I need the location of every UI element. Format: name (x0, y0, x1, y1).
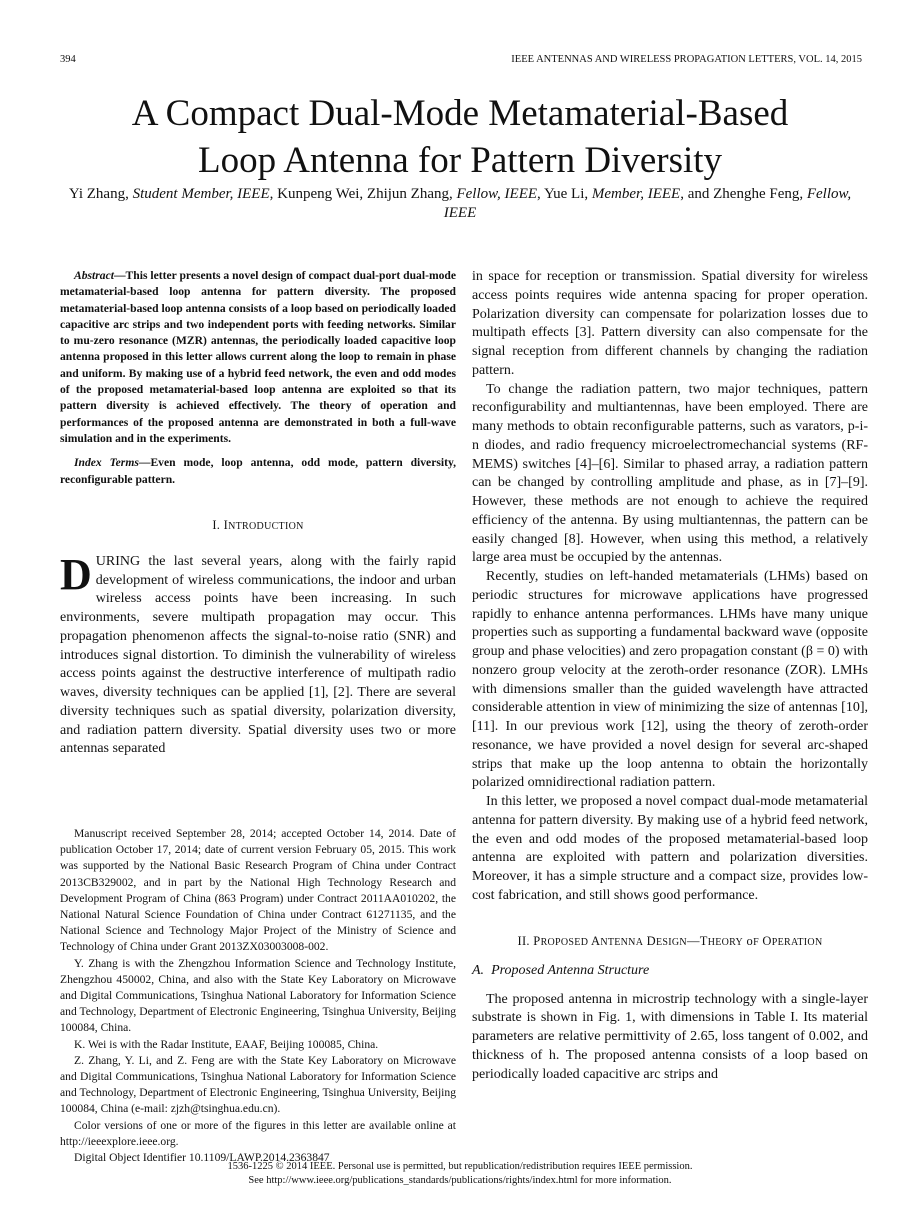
index-terms-text: —Even mode, loop antenna, odd mode, pattern diversity, reconfigurable pattern. (60, 456, 456, 486)
footnote-doi: Digital Object Identifier 10.1109/LAWP.2014.2363847 (74, 1151, 330, 1165)
permissions-line: See http://www.ieee.org/publications_standards/publications/rights/index.html for more information. (248, 1175, 672, 1186)
author: Yi Zhang (68, 186, 126, 202)
subsection-title: Proposed Antenna Structure (491, 962, 650, 978)
footnote: Manuscript received September 28, 2014; accepted October 14, 2014. Date of publication October 17, 2014; date of current version February 05, 2015. This work was supported by the National Basic Research Program of China under Contract 2013CB329002, and in part by the National High Technology Research and Development Program of China (863 Program) under Contract 2011AA010202, the National Natural Science Foundation of China under Contract 61271135, and the National Science and Technology Major Project of the Ministry of Science and Technology of China under Grant 2013ZX03003008-002. (60, 827, 456, 954)
footnote: Z. Zhang, Y. Li, and Z. Feng are with the State Key Laboratory on Microwave and Digital Communications, Tsinghua National Laboratory for Information Science and Technology, Department of Electronic Engineering, Tsinghua University, Beijing 100084, China (e-mail: zjzh@tsinghua.edu.cn). (60, 1053, 456, 1116)
author: Kunpeng Wei (277, 186, 360, 202)
section-number: II. (517, 933, 530, 948)
running-header: IEEE ANTENNAS AND WIRELESS PROPAGATION LETTERS, VOL. 14, 2015 (511, 54, 862, 65)
subsection-label: A. (472, 962, 485, 978)
section-heading-design (472, 934, 868, 949)
author-affiliation: Member, IEEE (591, 186, 681, 202)
copyright-line: 1536-1225 © 2014 IEEE. Personal use is permitted, but republication/redistribution requires IEEE permission. (227, 1161, 693, 1172)
abstract-label: Abstract (74, 269, 114, 282)
author: Yue Li (543, 186, 585, 202)
abstract-text: —This letter presents a novel design of compact dual-port dual-mode metamaterial-based loop antenna for pattern diversity. The proposed metamaterial-based loop antenna consists of a loop based on periodically loaded capacitive arc strips and two independent ports with feeding networks. Similar to mu-zero resonance (MZR) antennas, the periodically loaded capacitive loop antenna proposed in this letter allows current along the loop to remain in phase and uniform. By making use of a hybrid feed network, the even and odd modes of the proposed metamaterial-based loop antenna are exploited so that its pattern diversity is achieved effectively. The theory of operation and performances of the proposed antenna are demonstrated in both a full-wave simulation and in the experiments. (60, 269, 456, 445)
footnote: Y. Zhang is with the Zhengzhou Information Science and Technology Institute, Zhengzhou 450002, China, and also with the State Key Laboratory on Microwave and Digital Communications, Tsinghua National Laboratory for Information Science and Technology, Department of Electronic Engineering, Tsinghua University, Beijing 100084, China. (60, 956, 456, 1035)
footnotes (60, 826, 456, 1166)
author-affiliation: Fellow, IEEE (443, 186, 852, 221)
paragraph: Recently, studies on left-handed metamaterials (LHMs) based on periodic structures for microwave applications have progressed rapidly to enhance antenna performances. LHMs have many unique properties such as supporting a fundamental backward wave (opposite group and phase velocities) and zero propagation constant (β = 0) with nonzero group velocity at the zeroth-order resonance (ZOR). LMHs with dimensions smaller than the guided wavelength have attracted considerable attention in view of minimizing the size of antennas [10], [11]. In our previous work [12], using the theory of zeroth-order resonance, we have provided a novel design for several arc-shaped strips that make up the loop antenna to obtain the horizontally polarized omnidirectional radiation pattern. (472, 569, 868, 791)
copyright-footer (0, 1160, 920, 1188)
drop-cap: D (60, 549, 92, 599)
paper-title (0, 90, 920, 184)
intro-text: URING the last several years, along with the fairly rapid development of wireless communications, the indoor and urban wireless access points have been increasing. In such environments, severe multipath propagation may occur. This propagation phenomenon affects the signal-to-noise ratio (SNR) and introduces signal distortion. To diminish the vulnerability of wireless access points against the destructive interference of multipath radio waves, diversity techniques can be applied [1], [2]. There are several diversity techniques such as spatial diversity, polarization diversity, and radiation pattern diversity. Spatial diversity uses two or more antennas separated (60, 553, 456, 757)
author-list: Yi Zhang, Student Member, IEEE, Kunpeng Wei, Zhijun Zhang, Fellow, IEEE, Yue Li, Member, IEEE, and Zhenghe Feng, Fellow, IEEE (68, 186, 852, 221)
author-affiliation: Fellow, IEEE (456, 186, 538, 202)
title-line-2: Loop Antenna for Pattern Diversity (197, 140, 723, 181)
author-affiliation: Student Member, IEEE (132, 186, 270, 202)
paragraph: In this letter, we proposed a novel compact dual-mode metamaterial antenna for pattern diversity. By making use of a hybrid feed network, the even and odd modes of the proposed metamaterial-based loop antenna are exploited with pattern and polarization diversities. Moreover, it has a simple structure and a compact size, provides low-cost fabrication, and still shows good performance. (472, 794, 868, 903)
author: Zhijun Zhang (366, 186, 449, 202)
abstract (60, 268, 456, 447)
footnote: K. Wei is with the Radar Institute, EAAF, Beijing 100085, China. (74, 1037, 379, 1051)
page-number: 394 (60, 54, 76, 65)
author: Zhenghe Feng (713, 186, 800, 202)
footnote: Color versions of one or more of the figures in this letter are available online at http://ieeexplore.ieee.org. (60, 1118, 456, 1148)
section-heading-introduction (60, 518, 456, 533)
paragraph: in space for reception or transmission. Spatial diversity for wireless access points requires wide antenna spacing for proper operation. Polarization diversity can compensate for polarization losses due to multipath effects [3]. Pattern diversity can also compensate for the signal reception from different channels by changing the radiation pattern. (472, 269, 868, 378)
index-terms-label: Index Terms (74, 456, 139, 470)
left-column (60, 268, 456, 759)
section-number: I. (212, 517, 221, 532)
index-terms (60, 455, 456, 488)
subsection-heading (472, 963, 868, 979)
intro-paragraph (60, 549, 456, 759)
paragraph: To change the radiation pattern, two major techniques, pattern reconfigurability and multiantennas, have been employed. There are many methods to obtain reconfigurable patterns, such as varators, p-i-n diodes, and radio frequency microelectromechancial systems (RF-MEMS) switches [4]–[6]. Similar to phased array, a radiation pattern can be changed by controlling amplitude and phase, as in [7]–[9]. However, these methods are not enough to achieve the required efficiency of the antenna. By using multiantennas, the pattern can be easily changed [8]. However, when using this method, a relatively large area must be occupied by the antennas. (472, 381, 868, 566)
title-line-1: A Compact Dual-Mode Metamaterial-Based (131, 93, 789, 134)
paragraph: The proposed antenna in microstrip technology with a single-layer substrate is shown in Fig. 1, with dimensions in Table I. Its material parameters are relative permittivity of 2.65, loss tangent of 0.002, and thickness of h. The proposed antenna consists of a loop based on periodically loaded capacitive arc strips and (472, 991, 868, 1082)
right-column (472, 268, 868, 1084)
section-title: INTRODUCTION (223, 517, 304, 532)
section-title: PROPOSED ANTENNA DESIGN—THEORY oF OPERATION (533, 933, 823, 948)
